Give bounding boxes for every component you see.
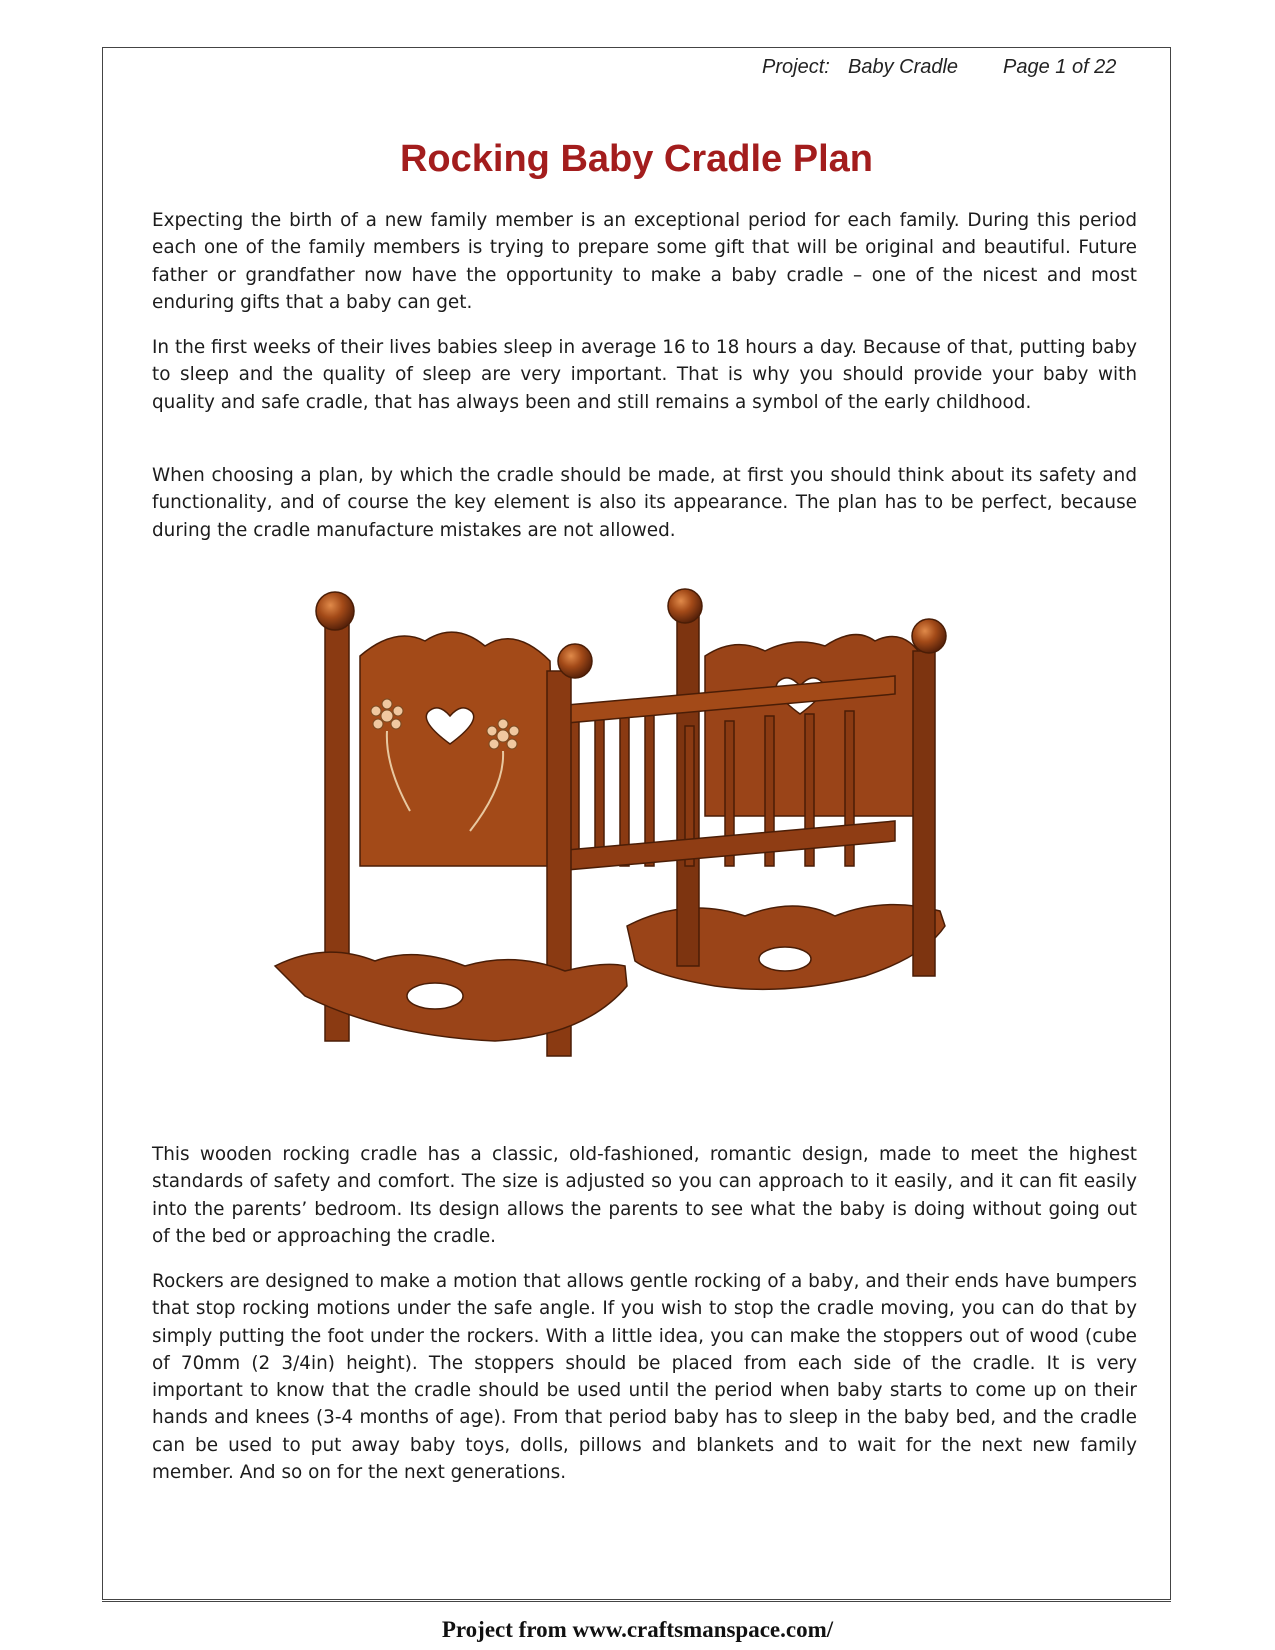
cradle-drawing bbox=[275, 589, 946, 1056]
document-title: Rocking Baby Cradle Plan bbox=[399, 138, 873, 180]
footer-rule bbox=[102, 1601, 1171, 1602]
paragraph-rockers: Rockers are designed to make a motion that allows gentle rocking of a baby, and their ends have bumpers that stop rocking motions under the safe angle. If you wish to stop the cradle moving, you can do that by simply putting the foot under the rockers. With a little idea, you can make the stoppers out of wood (cube of 70mm (2 3/4in) height). The stoppers should be placed from each side of the cradle. It is very important to know that the cradle should be used until the period when baby starts to come up on their hands and knees (3-4 months of age). From that period baby has to sleep in the baby bed, and the cradle can be used to put away baby toys, dolls, pillows and blankets and to wait for the next new family member. And so on for the next generations. bbox=[152, 1271, 1137, 1484]
back-rocker-hole bbox=[759, 947, 811, 971]
front-headboard bbox=[360, 632, 555, 866]
knob-front-left bbox=[316, 592, 354, 630]
paragraph-intro: Expecting the birth of a new family member is an exceptional period for each family. During this period each one of the family members is trying to prepare some gift that will be original and beautiful. Future father or grandfather now have the opportunity to make a baby cradle – one of the nicest and most enduring gifts that a baby can get. bbox=[152, 210, 1137, 313]
back-headboard bbox=[705, 635, 925, 816]
knob-back-left bbox=[668, 589, 702, 623]
footer-source: Project from www.craftsmanspace.com/ bbox=[441, 1617, 834, 1642]
page-number: Page 1 of 22 bbox=[1003, 56, 1117, 78]
knob-front-right bbox=[558, 644, 592, 678]
paragraph-choosing-plan: When choosing a plan, by which the cradle should be made, at first you should think about its safety and functionality, and of course the key element is also its appearance. The plan has to be perfect, because during the cradle manufacture mistakes are not allowed. bbox=[152, 465, 1137, 541]
front-rocker-hole bbox=[407, 983, 463, 1009]
knob-back-right bbox=[912, 619, 946, 653]
paragraph-sleep: In the first weeks of their lives babies sleep in average 16 to 18 hours a day. Because of that, putting baby to sleep and the quality of sleep are very important. That is why you should provide your baby with quality and safe cradle, that has always been and still remains a symbol of the early childhood. bbox=[152, 337, 1137, 413]
cradle-illustration bbox=[265, 566, 1020, 1121]
project-name: Baby Cradle bbox=[848, 56, 959, 78]
back-post-right bbox=[913, 651, 935, 976]
project-label: Project: bbox=[762, 56, 830, 78]
paragraph-design: This wooden rocking cradle has a classic, old-fashioned, romantic design, made to meet the highest standards of safety and comfort. The size is adjusted so you can approach to it easily, and it can fit easily into the parents’ bedroom. Its design allows the parents to see what the baby is doing without going out of the bed or approaching the cradle. bbox=[152, 1144, 1137, 1247]
